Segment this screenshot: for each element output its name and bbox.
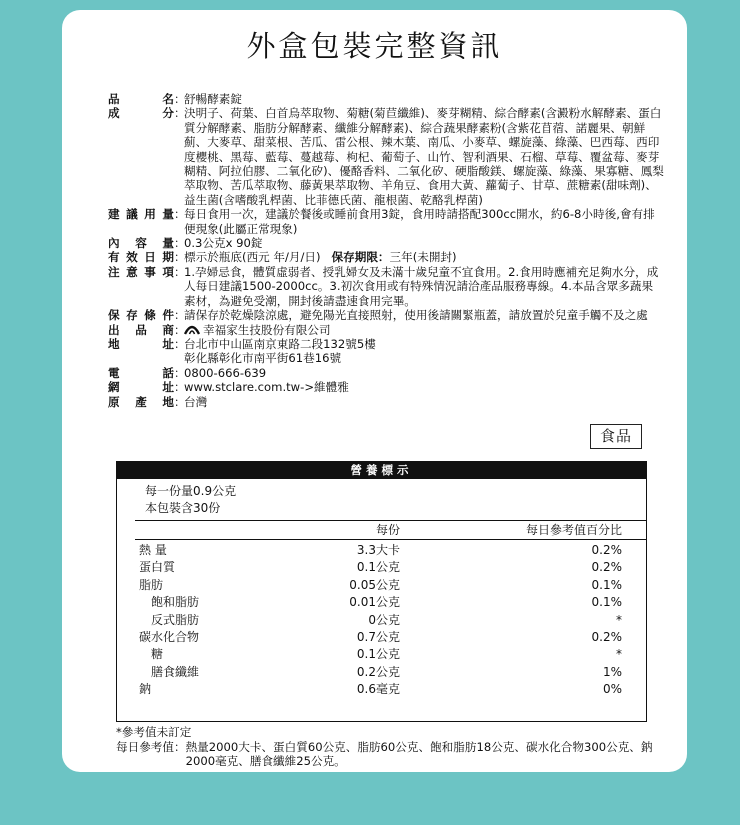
per-serving-value: 0.2公克: [356, 664, 400, 679]
per-serving-value: 0.7公克: [356, 629, 400, 644]
per-serving-value: 0.01公克: [349, 595, 400, 610]
company-logo-icon: [184, 324, 200, 335]
label-storage: 保存條件: [108, 308, 174, 323]
table-row: [117, 542, 646, 559]
info-row-name: 品名 ： 舒暢酵素錠: [108, 92, 664, 106]
value-shelf-life: 三年(未開封): [389, 250, 457, 265]
nutrient-name: 蛋白質: [139, 560, 176, 575]
per-serving-value: 0.05公克: [349, 577, 400, 592]
daily-value-percent: 0.2%: [591, 629, 622, 644]
daily-value-percent: *: [616, 647, 622, 662]
label-address: 地址: [108, 336, 174, 351]
info-row-dosage: 建議用量 ： 每日食用一次，建議於餐後或睡前食用3錠，食用時請搭配300cc開水，約6-8小時後,會有排便現象(此屬正常現象): [108, 207, 664, 236]
daily-value-percent: 0.2%: [591, 543, 622, 557]
daily-value-percent: 1%: [602, 664, 622, 679]
nutrition-footnote: [116, 725, 656, 769]
info-row-expiry: 有效日期 ： 標示於瓶底(西元 年/月/日) 保存期限：三年(未開封): [108, 250, 457, 265]
label-dosage: 建議用量: [108, 207, 174, 222]
value-address-1: 台北市中山區南京東路二段132號5樓: [184, 336, 376, 351]
info-row-web: 網址 ： www.stclare.com.tw->維體雅: [108, 380, 664, 394]
table-row: [117, 594, 646, 611]
nutrient-name: 脂肪: [139, 577, 164, 592]
table-row: [117, 577, 646, 594]
label-maker: 出品商: [108, 322, 174, 337]
label-contents: 內容量: [108, 236, 174, 251]
nutrition-column-headers: [117, 521, 646, 539]
info-row-storage: 保存條件 ： 請保存於乾燥陰涼處，避免陽光直接照射，使用後請關緊瓶蓋，請放置於兒童手觸不及之處: [108, 308, 664, 322]
divider: [135, 539, 646, 540]
label-name: 品名: [108, 92, 174, 106]
info-row-caution: 注意事項 ： 1.孕婦忌食，體質虛弱者、授乳婦女及未滿十歲兒童不宜食用。2.食用時應補充足夠水分，成人每日建議1500-2000cc。3.初次食用或有特殊情況請洽產品服務專線。4.本品含眾多蔬果素材，為避免受潮，開封後請盡速食用完畢。: [108, 265, 664, 308]
nutrient-name: 飽和脂肪: [151, 595, 200, 610]
value-origin: 台灣: [184, 394, 208, 409]
label-phone: 電話: [108, 365, 174, 380]
label-shelf-life: 保存期限：: [331, 250, 390, 265]
table-row: [117, 559, 646, 576]
value-phone: 0800-666-639: [184, 365, 267, 380]
value-caution: 1.孕婦忌食，體質虛弱者、授乳婦女及未滿十歲兒童不宜食用。2.食用時應補充足夠水分，成人每日建議1500-2000cc。3.初次食用或有特殊情況請洽產品服務專線。4.本品含眾多蔬果素材，為避免受潮，開封後請盡速食用完畢。: [184, 264, 659, 308]
per-serving-value: 3.3大卡: [356, 543, 400, 557]
info-row-maker: 出品商 ： 幸福家生技股份有限公司: [108, 322, 331, 337]
nutrient-name: 碳水化合物: [139, 629, 200, 644]
daily-value-percent: 0.2%: [591, 560, 622, 575]
info-row-contents: 內容量 ： 0.3公克x 90錠: [108, 236, 664, 250]
nutrient-name: 膳食纖維: [151, 664, 200, 679]
page-title: 外盒包裝完整資訊: [246, 29, 503, 63]
info-row-ingredients: 成分 ： 決明子、荷葉、白首烏萃取物、菊糖(菊苣纖維)、麥芽糊精、綜合酵素(含澱粉水解酵素、蛋白質分解酵素、脂肪分解酵素、纖維分解酵素)、綜合蔬果酵素粉(含紫花苜蓿、諾麗果、朝鮮薊、大麥草、甜菜根、苦瓜、雷公根、辣木葉、南瓜、小麥草、螺旋藻、綠藻、巴西莓、西印度櫻桃、黑莓、藍莓、蔓越莓、枸杞、葡萄子、山竹、智利酒果、石榴、草莓、覆盆莓、麥芽糊精、阿拉伯膠、二氧化矽)、優酪香料、二氧化矽、硬脂酸鎂、螺旋藻、綠藻、果寡糖、鳳梨萃取物、苦瓜萃取物、藤黃果萃取物、羊角豆、食用大黃、蘿蔔子、甘草、蔗糖素(甜味劑)、益生菌(含嗜酸乳桿菌、比菲德氏菌、龍根菌、乾酪乳桿菌): [108, 106, 664, 207]
value-ingredients: 決明子、荷葉、白首烏萃取物、菊糖(菊苣纖維)、麥芽糊精、綜合酵素(含澱粉水解酵素、蛋白質分解酵素、脂肪分解酵素、纖維分解酵素)、綜合蔬果酵素粉(含紫花苜蓿、諾麗果、朝鮮薊、大麥草、甜菜根、苦瓜、雷公根、辣木葉、南瓜、小麥草、螺旋藻、綠藻、巴西莓、西印度櫻桃、黑莓、藍莓、蔓越莓、枸杞、葡萄子、山竹、智利酒果、石榴、草莓、覆盆莓、麥芽糊精、阿拉伯膠、二氧化矽)、優酪香料、二氧化矽、硬脂酸鎂、螺旋藻、綠藻、果寡糖、鳳梨萃取物、苦瓜萃取物、藤黃果萃取物、羊角豆、食用大黃、蘿蔔子、甘草、蔗糖素(甜味劑)、益生菌(含嗜酸乳桿菌、比菲德氏菌、龍根菌、乾酪乳桿菌): [184, 106, 664, 207]
nutrition-facts-table: [116, 461, 647, 722]
table-row: [117, 681, 646, 698]
nutrition-rows: [117, 542, 646, 699]
label-origin: 原產地: [108, 394, 174, 409]
value-address-2: 彰化縣彰化市南平街61巷16號: [184, 351, 342, 366]
info-row-address: 地址 ： 台北市中山區南京東路二段132號5樓 彰化縣彰化市南平街61巷16號: [108, 337, 664, 366]
info-row-phone: 電話 ： 0800-666-639: [108, 366, 664, 380]
value-name: 舒暢酵素錠: [184, 92, 242, 106]
info-card: [62, 10, 687, 772]
label-caution: 注意事項: [108, 264, 174, 279]
label-expiry: 有效日期: [108, 250, 174, 265]
daily-value-percent: 0%: [602, 682, 622, 697]
info-row-origin: 原產地 ： 台灣: [108, 395, 664, 409]
serving-size: 每一份量0.9公克: [145, 484, 237, 498]
daily-value-percent: 0.1%: [591, 595, 622, 610]
per-serving-value: 0.1公克: [356, 560, 400, 575]
per-serving-value: 0.6毫克: [356, 682, 400, 697]
per-serving-value: 0.1公克: [356, 647, 400, 662]
value-web: www.stclare.com.tw->維體雅: [184, 380, 349, 395]
value-contents: 0.3公克x 90錠: [184, 236, 263, 251]
servings-per-package: 本包裝含30份: [145, 501, 221, 515]
nutrient-name: 鈉: [139, 682, 152, 697]
table-row: [117, 612, 646, 629]
reference-values: 熱量2000大卡、蛋白質60公克、脂肪60公克、飽和脂肪18公克、碳水化合物300公克、鈉2000毫克、膳食纖維25公克。: [185, 739, 653, 768]
food-tag: 食品: [590, 424, 642, 449]
table-row: [117, 664, 646, 681]
table-row: [117, 646, 646, 663]
nutrient-name: 熱 量: [139, 543, 167, 557]
daily-value-percent: *: [616, 612, 622, 627]
nutrition-title: 營養標示: [117, 462, 646, 479]
footnote-text: *參考值未訂定: [116, 725, 192, 739]
column-per-serving: 每份: [375, 523, 400, 537]
nutrient-name: 糖: [151, 647, 164, 662]
column-daily-value: 每日參考值百分比: [525, 523, 622, 537]
nutrient-name: 反式脂肪: [151, 612, 200, 627]
table-row: [117, 629, 646, 646]
label-ingredients: 成分: [108, 106, 174, 121]
value-expiry: 標示於瓶底(西元 年/月/日): [184, 250, 321, 265]
value-storage: 請保存於乾燥陰涼處，避免陽光直接照射，使用後請關緊瓶蓋，請放置於兒童手觸不及之處: [184, 308, 648, 323]
product-info: [108, 92, 664, 409]
label-web: 網址: [108, 380, 174, 395]
value-dosage: 每日食用一次，建議於餐後或睡前食用3錠，食用時請搭配300cc開水，約6-8小時後,會有排便現象(此屬正常現象): [184, 207, 655, 236]
per-serving-value: 0公克: [368, 612, 400, 627]
reference-label: 每日參考值：: [116, 739, 186, 754]
daily-value-percent: 0.1%: [591, 577, 622, 592]
value-maker: 幸福家生技股份有限公司: [203, 322, 331, 337]
